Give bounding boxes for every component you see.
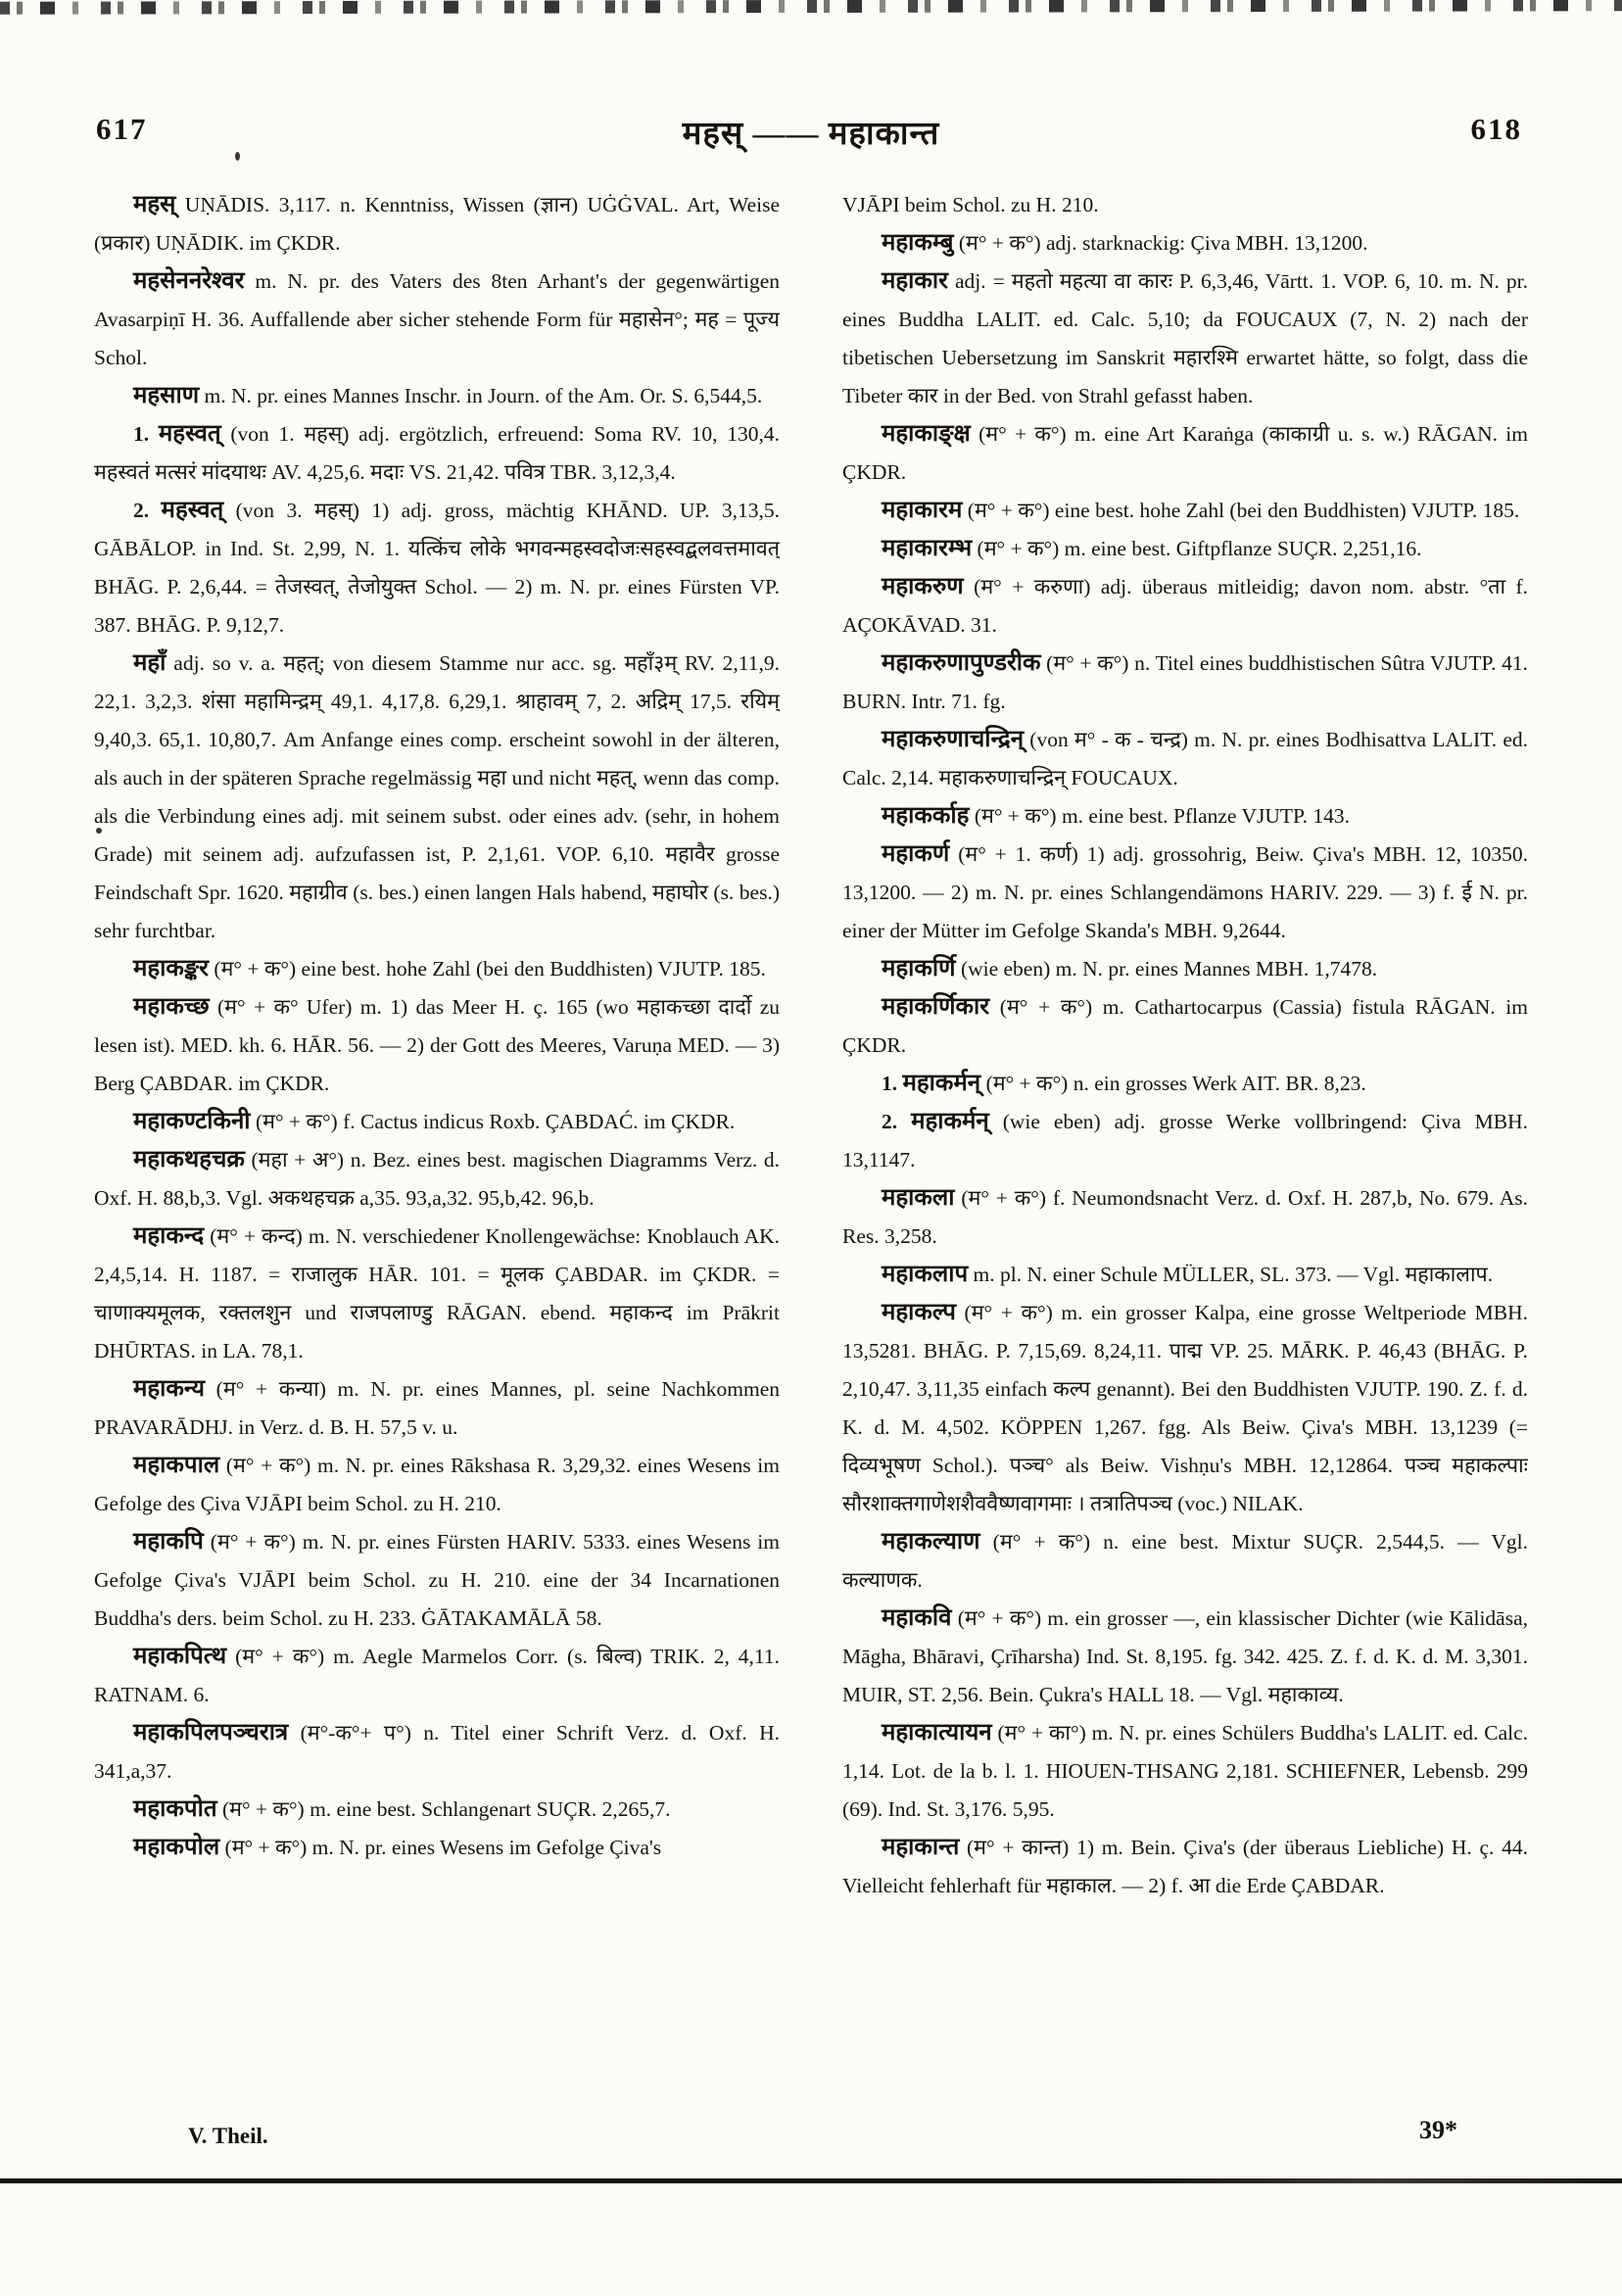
entry-body: (महा + अ°) n. Bez. eines best. magischen Diagramms Verz. d. Oxf. H. 88,b,3. Vgl. अकथहचक्र a,35. 93,a,32. 95,b,42. 96,b. [94,1148,780,1210]
headword: महाकपि [133,1529,204,1555]
headword: महाकलाप [882,1262,969,1287]
entry-body: (म° + करुणा) adj. überaus mitleidig; davon nom. abstr. °ता f. AÇOKĀVAD. 31. [842,575,1528,637]
headword: महाकरुणापुण्डरीक [882,650,1041,676]
entry-prefix: 1. [882,1072,903,1095]
headword: महाकर्मन् [902,1071,981,1096]
entry-body: (म° + क°) n. Titel eines buddhistischen Sûtra VJUTP. 41. BURN. Intr. 71. fg. [842,651,1528,713]
headword: महाकन्य [133,1376,205,1402]
dictionary-entry [94,1141,780,1218]
entry-body: (von 1. महस्) adj. ergötzlich, erfreuend: Soma RV. 10, 130,4. महस्वतं मत्सरं मांदयाथः AV. 4,25,6. मदाः VS. 21,42. पवित्र TBR. 3,12,3,4. [94,422,780,484]
page-number-left: 617 [96,112,148,146]
entry-body: (म° + क°) m. N. pr. eines Fürsten HARIV. 5333. eines Wesens im Gefolge Çiva's VJĀPI beim Schol. zu H. 210. eine der 34 Incarnationen Buddha's ders. beim Schol. zu H. 233. ĠĀTAKAMĀLĀ 58. [94,1530,780,1630]
dictionary-entry [94,1791,780,1829]
headword: महाकला [882,1185,955,1211]
dictionary-entry [842,721,1528,797]
headword: महस्वत् [161,498,224,523]
entry-body: (von म° - क - चन्द्र) m. N. pr. eines Bodhisattva LALIT. ed. Calc. 2,14. महाकरुणाचन्द्रिन् FOUCAUX. [842,728,1528,789]
dictionary-entry [94,1370,780,1447]
headword: महाकल्याण [882,1529,980,1555]
headword: महाकण्टकिनी [133,1109,251,1134]
headword: महाकम्बु [882,230,954,256]
dictionary-entry [842,950,1528,988]
dictionary-entry [842,415,1528,492]
entry-body: (म° + क°) adj. starknackig: Çiva MBH. 13,1200. [953,231,1368,255]
headword: महाकवि [882,1605,952,1631]
entry-body: adj. so v. a. महत्; von diesem Stamme nur acc. sg. महाँ३म् RV. 2,11,9. 22,1. 3,2,3. शंसा महामिन्द्रम् 49,1. 4,17,8. 6,29,1. श्राहावम् 7, 2. अद्रिम् 17,5. रयिम् 9,40,3. 65,1. 10,80,7. Am Anfange eines comp. erscheint sowohl in der älteren, als auch in der späteren Sprache regelmässig महा und nicht महत्, wenn das comp. als die Verbindung eines adj. mit seinem subst. oder eines adv. (sehr, in hohem Grade) mit seinem adj. aufzufassen ist, P. 2,1,61. VOP. 6,10. महावैर grosse Feindschaft Spr. 1620. महाग्रीव (s. bes.) einen langen Hals habend, महाघोर (s. bes.) sehr furchtbar. [94,651,780,942]
dictionary-entry [842,1065,1528,1103]
headword: महाकपोल [133,1835,220,1860]
entry-body: adj. = महतो महत्या वा कारः P. 6,3,46, Vārtt. 1. VOP. 6, 10. m. N. pr. eines Buddha LALIT. ed. Calc. 5,10; da FOUCAUX (7, N. 2) nach der tibetischen Uebersetzung im Sanskrit महारश्मि erwartet hätte, so folgt, dass die Tibeter कार in der Bed. von Strahl gefasst haben. [842,269,1528,407]
dictionary-entry [94,645,780,950]
entry-body: m. N. pr. eines Mannes Inschr. in Journ. of the Am. Or. S. 6,544,5. [199,384,763,407]
headword: महाँ [133,650,167,676]
entry-body: (म° + कान्त) 1) m. Bein. Çiva's (der überaus Liebliche) H. ç. 44. Vielleicht fehlerhaft für महाकाल. — 2) f. आ die Erde ÇABDAR. [842,1836,1528,1897]
dictionary-entry [842,224,1528,263]
dictionary-entry [94,415,780,492]
entry-body: (म° + क°) m. eine Art Karaṅga (काकाग्री u. s. w.) RĀGAN. im ÇKDR. [842,422,1528,484]
headword: महस्वत् [158,421,221,447]
dictionary-entry [842,988,1528,1065]
headword: महाकर्मन् [911,1109,989,1134]
dictionary-entry [94,1523,780,1638]
headword: महाकारम्भ [882,536,973,561]
sheet-signature: 39* [1419,2116,1457,2144]
entry-body: (म° + क°) m. Cathartocarpus (Cassia) fistula RĀGAN. im ÇKDR. [842,995,1528,1057]
dictionary-entry [842,492,1528,530]
dictionary-entry [94,377,780,415]
entry-body: (म° + क°) eine best. hohe Zahl (bei den Buddhisten) VJUTP. 185. [209,957,766,981]
entry-body: (म° + क°) eine best. hohe Zahl (bei den Buddhisten) VJUTP. 185. [962,499,1520,522]
entry-body: (wie eben) m. N. pr. eines Mannes MBH. 1,7478. [955,957,1378,981]
dictionary-entry [842,1179,1528,1256]
dictionary-entry [94,1447,780,1523]
entry-body: m. pl. N. einer Schule MÜLLER, SL. 373. — Vgl. महाकालाप. [968,1263,1494,1286]
dictionary-entry [842,1103,1528,1179]
headword: महाकच्छ [133,994,210,1020]
headword: महाकङ्कर [133,956,210,981]
entry-body: m. N. pr. des Vaters des 8ten Arhant's der gegenwärtigen Avasarpiṇī H. 36. Auffallende aber sicher stehende Form für महासेन°; मह = पूज्य Schol. [94,269,780,369]
dictionary-entry [842,1829,1528,1905]
entry-body: (म° + का°) m. N. pr. eines Schülers Buddha's LALIT. ed. Calc. 1,14. Lot. de la b. l. 1. HIOUEN-THSANG 2,181. SCHIEFNER, Lebensb. 299 (69). Ind. St. 3,176. 5,95. [842,1721,1528,1821]
dictionary-entry [842,1256,1528,1294]
entry-body: (म° + क°) n. ein grosses Werk AIT. BR. 8,23. [980,1072,1366,1095]
headword: महाकरुणाचन्द्रिन् [882,727,1025,752]
dictionary-entry [94,988,780,1103]
entry-body: (म° + क°) m. N. pr. eines Rākshasa R. 3,29,32. eines Wesens im Gefolge des Çiva VJĀPI beim Schol. zu H. 210. [94,1454,780,1515]
entry-body: (म° + क°) m. eine best. Schlangenart SUÇR. 2,265,7. [216,1797,671,1821]
dictionary-entry [842,1714,1528,1829]
headword: महाकल्प [882,1300,956,1325]
entry-body: (म° + क°) m. Aegle Marmelos Corr. (s. बिल्व) TRIK. 2, 4,11. RATNAM. 6. [94,1645,780,1706]
entry-body: (म° + 1. कर्ण) 1) adj. grossohrig, Beiw. Çiva's MBH. 12, 10350. 13,1200. — 2) m. N. pr. eines Schlangendämons HARIV. 229. — 3) f. ई N. pr. einer der Mütter im Gefolge Skanda's MBH. 9,2644. [842,842,1528,942]
dictionary-entry [94,263,780,377]
entry-body: UṆĀDIS. 3,117. n. Kenntniss, Wissen (ज्ञान) UĠĠVAL. Art, Weise (प्रकार) UṆĀDIK. im ÇKDR. [94,193,780,255]
entry-body: (wie eben) adj. grosse Werke vollbringend: Çiva MBH. 13,1147. [842,1110,1528,1172]
headword: महाकाङ्क्ष [882,421,971,447]
headword: महाकरुण [882,574,964,599]
entry-body: (म° + क° Ufer) m. 1) das Meer H. ç. 165 (wo महाकच्छा दार्दो zu lesen ist). MED. kh. 6. HĀR. 56. — 2) der Gott des Meeres, Varuṇa MED. — 3) Berg ÇABDAR. im ÇKDR. [94,995,780,1095]
dictionary-entry [842,836,1528,950]
dictionary-entry [94,186,780,263]
page-header [94,110,1528,155]
headword: महाकथहचक्र [133,1147,245,1172]
headword: महाकान्त [882,1835,960,1860]
text-columns [94,186,1528,2124]
dictionary-entry [94,1714,780,1791]
right-column [842,186,1528,2124]
entry-body: VJĀPI beim Schol. zu H. 210. [842,193,1099,216]
dictionary-entry [94,1103,780,1141]
entry-body: (म° + कन्या) m. N. pr. eines Mannes, pl. seine Nachkommen PRAVARĀDHJ. in Verz. d. B. H. 57,5 v. u. [94,1377,780,1439]
entry-body: (म° + क°) f. Neumondsnacht Verz. d. Oxf. H. 287,b, No. 679. As. Res. 3,258. [842,1186,1528,1248]
entry-body: (म° + क°) f. Cactus indicus Roxb. ÇABDAĆ. im ÇKDR. [250,1110,736,1133]
dictionary-entry [94,1218,780,1370]
entry-body: (म° + क°) m. eine best. Giftpflanze SUÇR. 2,251,16. [972,537,1422,560]
entry-body: (von 3. महस्) 1) adj. gross, mächtig KHĀND. UP. 3,13,5. GĀBĀLOP. in Ind. St. 2,99, N. 1. यत्किंच लोके भगवन्महस्वदोजःसहस्वद्बलवत्तमावत् BHĀG. P. 2,6,44. = तेजस्वत्, तेजोयुक्त Schol. — 2) m. N. pr. eines Fürsten VP. 387. BHĀG. P. 9,12,7. [94,499,780,637]
headword: महाकर्काह [882,803,970,829]
entry-body: (म° + क°) m. ein grosser —, ein klassischer Dichter (wie Kālidāsa, Māgha, Bhāravi, Çrīharsha) Ind. St. 8,195. fg. 342. 425. Z. f. d. K. d. M. 3,301. MUIR, ST. 2,56. Bein. Çukra's HALL 18. — Vgl. महाकाव्य. [842,1606,1528,1706]
entry-body: (म° + क°) n. eine best. Mixtur SUÇR. 2,544,5. — Vgl. कल्याणक. [842,1530,1528,1592]
left-column [94,186,780,2124]
dictionary-entry [842,1600,1528,1714]
headword: महसेननरेश्वर [133,268,245,294]
entry-body: (म° + कन्द) m. N. verschiedener Knollengewächse: Knoblauch AK. 2,4,5,14. H. 1187. = राजालुक HĀR. 101. = मूलक ÇABDAR. im ÇKDR. = चाणाक्यमूलक, रक्तलशुन und राजपलाण्डु RĀGAN. ebend. महाकन्द im Prākrit DHŪRTAS. in LA. 78,1. [94,1224,780,1363]
dictionary-entry-continuation [842,186,1528,224]
entry-prefix: 1. [133,422,159,446]
dictionary-entry [842,263,1528,415]
entry-body: (म° + क°) m. N. pr. eines Wesens im Gefolge Çiva's [219,1836,662,1859]
headword: महाकर्णिकार [882,994,990,1020]
headword: महसाण [133,383,200,408]
headword: महाकपाल [133,1453,220,1478]
running-title: महस् —— महाकान्त [682,117,940,152]
dictionary-entry [94,1829,780,1867]
dictionary-entry [842,645,1528,721]
entry-body: (म° + क°) m. eine best. Pflanze VJUTP. 143. [969,804,1350,828]
dictionary-entry [842,568,1528,645]
entry-body: (म° + क°) m. ein grosser Kalpa, eine grosse Weltperiode MBH. 13,5281. BHĀG. P. 7,15,69. 8,24,11. पाद्म VP. 25. MĀRK. P. 46,43 (BHĀG. P. 2,10,47. 3,11,35 einfach कल्प genannt). Bei den Buddhisten VJUTP. 190. Z. f. d. K. d. M. 4,502. KÖPPEN 1,267. fgg. Als Beiw. Çiva's MBH. 13,1239 (= दिव्यभूषण Schol.). पञ्च° als Beiw. Vishṇu's MBH. 12,12864. पञ्च महाकल्पाः सौरशाक्तगाणेशशैववैष्णवागमाः । तत्रातिपञ्च (voc.) NILAK. [842,1301,1528,1515]
headword: महाकात्यायन [882,1720,992,1746]
entry-body: (म°-क°+ प°) n. Titel einer Schrift Verz. d. Oxf. H. 341,a,37. [94,1721,780,1783]
dictionary-entry [94,1638,780,1714]
entry-prefix: 2. [133,499,162,522]
headword: महाकपित्थ [133,1644,227,1669]
headword: महाकर्ण [882,841,950,867]
headword: महाकर्णि [882,956,956,981]
headword: महाकपिलपञ्चरात्र [133,1720,289,1746]
dictionary-entry [842,1294,1528,1523]
headword: महाकार [882,268,948,294]
dictionary-entry [842,1523,1528,1600]
dictionary-entry [94,492,780,645]
volume-signature: V. Theil. [188,2124,268,2148]
dictionary-entry [842,530,1528,568]
page-number-right: 618 [1470,112,1522,146]
dictionary-entry [94,950,780,988]
dictionary-entry [842,797,1528,836]
scan-artifact-line [0,2178,1622,2183]
headword: महस् [133,192,176,217]
headword: महाकपोत [133,1796,217,1822]
entry-prefix: 2. [882,1110,912,1133]
headword: महाकन्द [133,1223,205,1249]
scan-noise-strip [0,0,1622,15]
headword: महाकारम [882,498,963,523]
